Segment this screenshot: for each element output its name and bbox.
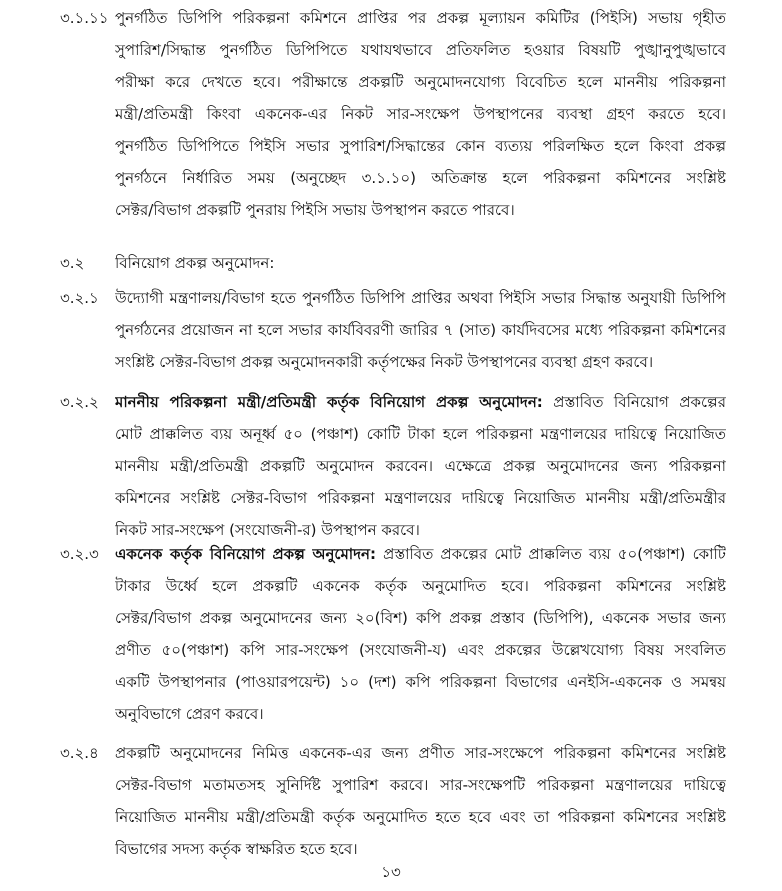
text-line: সুপারিশ/সিদ্ধান্ত পুনর্গঠিত ডিপিপিতে যথাযথভাবে প্রতিফলিত হওয়ার বিষয়টি পুঙ্খানুপুঙ্খভাবে	[115, 41, 726, 59]
text-line: পুনর্গঠিত ডিপিপি পরিকল্পনা কমিশনে প্রাপ্তির পর প্রকল্প মূল্যায়ন কমিটির (পিইসি) সভায় গৃহীত	[115, 9, 726, 27]
text-line: প্রণীত ৫০(পঞ্চাশ) কপি সার-সংক্ষেপ (সংযোজনী-য) এবং প্রকল্পের উল্লেখযোগ্য বিষয় সংবলিত	[115, 641, 726, 659]
text-line: পুনর্গঠিত ডিপিপিতে পিইসি সভার সুপারিশ/সিদ্ধান্তের কোন ব্যত্যয় পরিলক্ষিত হলে কিংবা প্রকল্প	[115, 137, 726, 155]
paragraph-3-2-1	[60, 282, 726, 378]
section-number: ৩.২	[60, 254, 85, 272]
paragraph-3-1-11	[60, 2, 726, 226]
text-line: নিয়োজিত মাননীয় মন্ত্রী/প্রতিমন্ত্রী কর্তৃক অনুমোদিত হতে হবে এবং তা পরিকল্পনা কমিশনের সংশ্লিষ্ট	[115, 808, 726, 826]
text-line: মোট প্রাক্কলিত ব্যয় অনূর্ধ্ব ৫০ (পঞ্চাশ) কোটি টাকা হলে পরিকল্পনা মন্ত্রণালয়ের দায়িত্বে নিয়োজিত	[115, 425, 726, 443]
paragraph-3-2-2	[60, 386, 726, 546]
paragraph-lead: মাননীয় পরিকল্পনা মন্ত্রী/প্রতিমন্ত্রী কর্তৃক বিনিয়োগ প্রকল্প অনুমোদন:	[115, 393, 543, 411]
text-line: উদ্যোগী মন্ত্রণালয়/বিভাগ হতে পুনর্গঠিত ডিপিপি প্রাপ্তির অথবা পিইসি সভার সিদ্ধান্ত অনুযায়ী ডিপিপি	[115, 289, 726, 307]
paragraph-number: ৩.১.১১	[60, 9, 109, 27]
text-line: সেক্টর/বিভাগ প্রকল্পটি পুনরায় পিইসি সভায় উপস্থাপন করতে পারবে।	[115, 201, 515, 219]
text-line: টাকার উর্ধ্বে হলে প্রকল্পটি একনেক কর্তৃক অনুমোদিত হবে। পরিকল্পনা কমিশনের সংশ্লিষ্ট	[115, 577, 726, 595]
text-line	[115, 538, 726, 570]
text-line: প্রকল্পটি অনুমোদনের নিমিত্ত একনেক-এর জন্য প্রণীত সার-সংক্ষেপে পরিকল্পনা কমিশনের সংশ্লিষ্ট	[115, 744, 726, 762]
text-line: একটি উপস্থাপনার (পাওয়ারপয়েন্ট) ১০ (দশ) কপি পরিকল্পনা বিভাগের এনইসি-একনেক ও সমন্বয়	[115, 673, 726, 691]
text-line: মাননীয় মন্ত্রী/প্রতিমন্ত্রী প্রকল্পটি অনুমোদন করবেন। এক্ষেত্রে প্রকল্প অনুমোদনের জন্য পরিকল্পনা	[115, 457, 726, 475]
text-line: কমিশনের সংশ্লিষ্ট সেক্টর-বিভাগ পরিকল্পনা মন্ত্রণালয়ের দায়িত্বে নিয়োজিত মাননীয় মন্ত্রী/প্রতিমন্ত্রীর	[115, 489, 726, 507]
text-line: পুনর্গঠনের প্রয়োজন না হলে সভার কার্যবিবরণী জারির ৭ (সাত) কার্যদিবসের মধ্যে পরিকল্পনা কমিশনের	[115, 321, 726, 339]
paragraph-number: ৩.২.২	[60, 393, 99, 411]
text-line: সেক্টর/বিভাগ প্রকল্প অনুমোদনের জন্য ২০(বিশ) কপি প্রকল্প প্রস্তাব (ডিপিপি), একনেক সভার জন্য	[115, 609, 726, 627]
text-line: নিকট সার-সংক্ষেপ (সংযোজনী-র) উপস্থাপন করবে।	[115, 521, 420, 539]
paragraph-3-2-4	[60, 737, 726, 865]
paragraph-number: ৩.২.৪	[60, 744, 99, 762]
text-line: বিভাগের সদস্য কর্তৃক স্বাক্ষরিত হতে হবে।	[115, 840, 358, 858]
page-number: ১৩	[381, 863, 401, 881]
text-line: মন্ত্রী/প্রতিমন্ত্রী কিংবা একনেক-এর নিকট সার-সংক্ষেপ উপস্থাপনের ব্যবস্থা গ্রহণ করতে হবে।	[115, 105, 726, 123]
paragraph-number: ৩.২.৩	[60, 545, 99, 563]
paragraph-lead: একনেক কর্তৃক বিনিয়োগ প্রকল্প অনুমোদন:	[115, 545, 376, 563]
text-span: প্রস্তাবিত প্রকল্পের মোট প্রাক্কলিত ব্যয় ৫০(পঞ্চাশ) কোটি	[383, 545, 726, 563]
section-title: বিনিয়োগ প্রকল্প অনুমোদন:	[115, 254, 275, 272]
paragraph-3-2-3	[60, 538, 726, 730]
text-line	[115, 386, 726, 418]
text-line: সেক্টর-বিভাগ মতামতসহ সুনির্দিষ্ট সুপারিশ করবে। সার-সংক্ষেপটি পরিকল্পনা মন্ত্রণালয়ের দায়িত্বে	[115, 776, 726, 794]
text-line: পুনর্গঠনে নির্ধারিত সময় (অনুচ্ছেদ ৩.১.১০) অতিক্রান্ত হলে পরিকল্পনা কমিশনের সংশ্লিষ্ট	[115, 169, 726, 187]
text-span: প্রস্তাবিত বিনিয়োগ প্রকল্পের	[553, 393, 726, 411]
paragraph-number: ৩.২.১	[60, 289, 99, 307]
text-line: অনুবিভাগে প্রেরণ করবে।	[115, 705, 264, 723]
text-line: সংশ্লিষ্ট সেক্টর-বিভাগ প্রকল্প অনুমোদনকারী কর্তৃপক্ষের নিকট উপস্থাপনের ব্যবস্থা গ্রহণ করবে।	[115, 353, 654, 371]
paragraph-body	[115, 2, 726, 226]
section-3-2-heading	[60, 247, 726, 279]
text-line: পরীক্ষা করে দেখতে হবে। পরীক্ষান্তে প্রকল্পটি অনুমোদনযোগ্য বিবেচিত হলে মাননীয় পরিকল্পনা	[115, 73, 726, 91]
